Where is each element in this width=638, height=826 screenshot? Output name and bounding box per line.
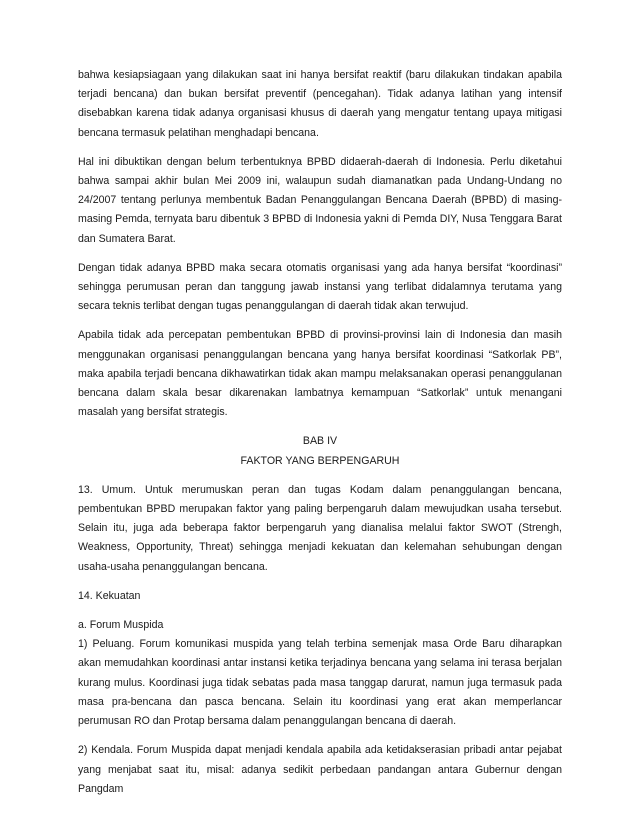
document-page [78, 66, 562, 809]
paragraph-percepatan: Apabila tidak ada percepatan pembentukan BPBD di provinsi-provinsi lain di Indonesia dan masih menggunakan organisasi penanggulangan bencana yang hanya bersifat koordinasi “Satkorlak PB”, maka apabila terjadi bencana dikhawatirkan tidak akan mampu melaksanakan operasi penanggulanan bencana dalam skala besar dikarenakan lambatnya kemampuan “Satkorlak” untuk menangani masalah yang bersifat strategis. [78, 329, 562, 419]
chapter-number: BAB IV [302, 435, 338, 448]
subsection-forum-muspida [78, 616, 562, 799]
paragraph-kesiapsiagaan: bahwa kesiapsiagaan yang dilakukan saat ini hanya bersifat reaktif (baru dilakukan tindakan apabila terjadi bencana) dan bukan bersifat preventif (pencegahan). Tidak adanya latihan yang intensif disebabkan karena tidak adanya organisasi khusus di daerah yang mengatur tentang upaya mitigasi bencana termasuk pelatihan menghadapi bencana. [78, 69, 562, 139]
point-kendala: 2) Kendala. Forum Muspida dapat menjadi kendala apabila ada ketidakserasian pribadi antar pejabat yang menjabat saat itu, misal: adanya sedikit perbedaan pandangan antara Gubernur dengan Pangdam [78, 744, 562, 795]
chapter-title: FAKTOR YANG BERPENGARUH [240, 454, 400, 467]
section-14-title: 14. Kekuatan [78, 589, 141, 602]
subsection-title: a. Forum Muspida [78, 619, 164, 632]
chapter-heading [78, 432, 562, 470]
paragraph-koordinasi: Dengan tidak adanya BPBD maka secara otomatis organisasi yang ada hanya bersifat “koordinasi” sehingga perumusan peran dan tanggung jawab instansi yang terlibat didalamnya terutama yang secara teknis terlibat dengan tugas penanggulangan di daerah tidak akan terwujud. [78, 261, 562, 313]
paragraph-bpbd-evidence: Hal ini dibuktikan dengan belum terbentuknya BPBD didaerah-daerah di Indonesia. Perlu diketahui bahwa sampai akhir bulan Mei 2009 ini, walaupun sudah diamanatkan pada Undang-Undang no 24/2007 tentang perlunya membentuk Badan Penanggulangan Bencana Daerah (BPBD) di masing-masing Pemda, ternyata baru dibentuk 3 BPBD di Indonesia yakni di Pemda DIY, Nusa Tenggara Barat dan Sumatera Barat. [78, 155, 562, 245]
point-peluang: 1) Peluang. Forum komunikasi muspida yang telah terbina semenjak masa Orde Baru diharapkan akan memudahkan koordinasi antar instansi ketika terjadinya bencana yang selama ini terasa berjalan kurang mulus. Koordinasi juga tidak sebatas pada masa tanggap darurat, namun juga termasuk pada masa pra-bencana dan pasca bencana. Selain itu koordinasi yang erat akan memperlancar perumusan RO dan Protap bersama dalam penanggulangan bencana di daerah. [78, 638, 562, 728]
section-13-umum: 13. Umum. Untuk merumuskan peran dan tugas Kodam dalam penanggulangan bencana, pembentukan BPBD merupakan faktor yang paling berpengaruh dalam mewujudkan usaha tersebut. Selain itu, juga ada beberapa faktor berpengaruh yang dianalisa melalui faktor SWOT (Strengh, Weakness, Opportunity, Threat) sehingga menjadi kekuatan dan kelemahan sehubungan dengan usaha-usaha penanggulangan bencana. [78, 483, 562, 573]
